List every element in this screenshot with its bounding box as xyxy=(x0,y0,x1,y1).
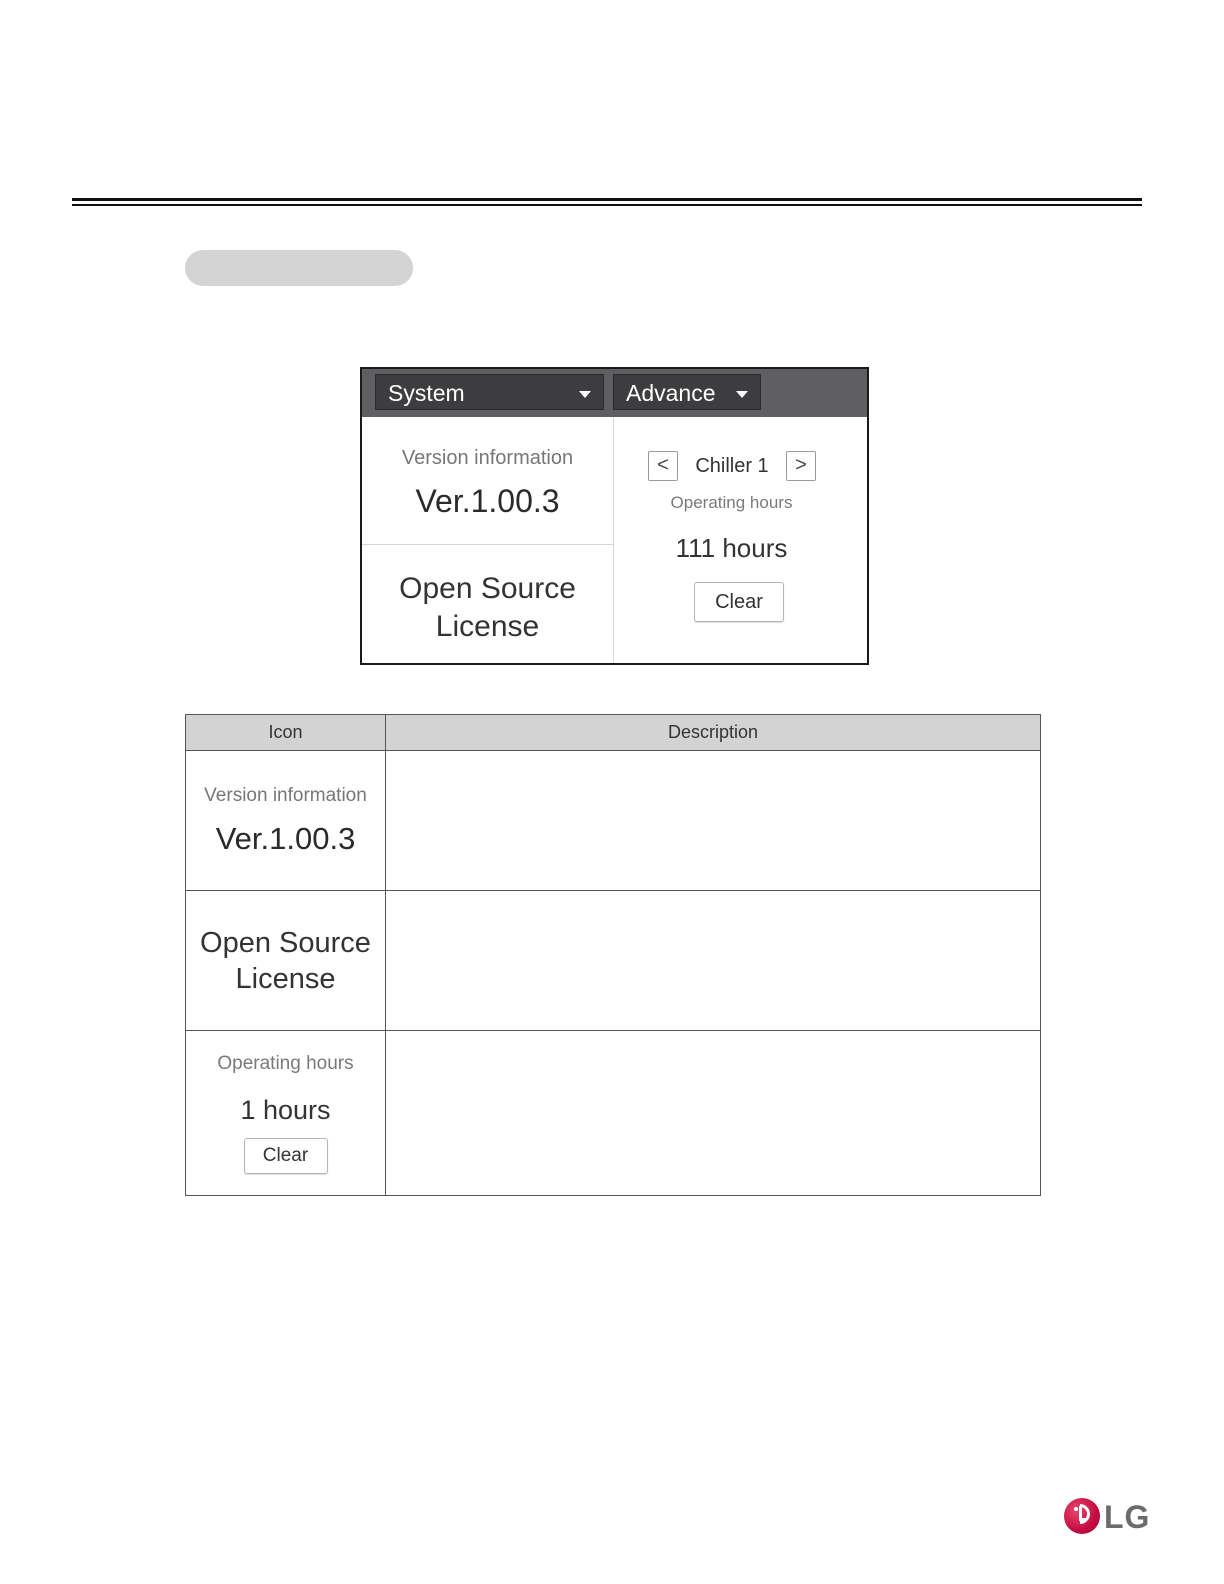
open-source-line1: Open Source xyxy=(200,926,371,959)
version-caption: Version information xyxy=(204,784,367,806)
icon-description-table xyxy=(185,714,1041,1196)
chevron-down-icon xyxy=(736,391,748,398)
panel-toolbar xyxy=(362,369,867,417)
system-dropdown[interactable] xyxy=(375,374,604,410)
open-source-line2: License xyxy=(235,962,336,995)
operating-hours-value: 111 hours xyxy=(675,533,788,563)
version-caption: Version information xyxy=(401,447,574,469)
lg-logo xyxy=(1064,1498,1151,1536)
chiller-label: Chiller 1 xyxy=(695,455,769,477)
logo-text: LG xyxy=(1104,1499,1151,1535)
operating-hours-value: 1 hours xyxy=(240,1094,331,1125)
system-dropdown-label: System xyxy=(388,380,465,406)
header-description: Description xyxy=(386,715,1041,751)
operating-hours-caption: Operating hours xyxy=(670,493,793,512)
advance-dropdown-label: Advance xyxy=(626,380,716,406)
description-cell xyxy=(386,1031,1041,1196)
clear-button[interactable]: Clear xyxy=(694,582,784,622)
panel-divider-horizontal xyxy=(362,544,613,545)
advance-dropdown[interactable] xyxy=(613,374,761,410)
description-cell xyxy=(386,891,1041,1031)
icon-cell-version xyxy=(186,751,386,891)
description-cell xyxy=(386,751,1041,891)
table-row xyxy=(186,891,1041,1031)
lg-face-icon xyxy=(1064,1498,1100,1534)
section-heading-placeholder xyxy=(185,250,413,286)
header-icon: Icon xyxy=(186,715,386,751)
chiller-prev-button[interactable]: < xyxy=(648,451,678,481)
open-source-license-button[interactable] xyxy=(362,570,613,646)
open-source-line1: Open Source xyxy=(399,572,576,605)
clear-button: Clear xyxy=(244,1138,328,1174)
header-rule-thick xyxy=(72,198,1142,201)
icon-cell-operating-hours xyxy=(186,1031,386,1196)
icon-cell-open-source xyxy=(186,891,386,1031)
table-row xyxy=(186,751,1041,891)
operating-hours-caption: Operating hours xyxy=(217,1052,354,1074)
chiller-next-button[interactable]: > xyxy=(786,451,816,481)
header-rule-thin xyxy=(72,204,1142,206)
table-row xyxy=(186,1031,1041,1196)
table-header-row xyxy=(186,715,1041,751)
settings-panel-screenshot xyxy=(360,367,869,665)
open-source-line2: License xyxy=(435,610,540,643)
chevron-down-icon xyxy=(579,391,591,398)
version-value: Ver.1.00.3 xyxy=(215,820,356,856)
version-value: Ver.1.00.3 xyxy=(415,483,560,519)
